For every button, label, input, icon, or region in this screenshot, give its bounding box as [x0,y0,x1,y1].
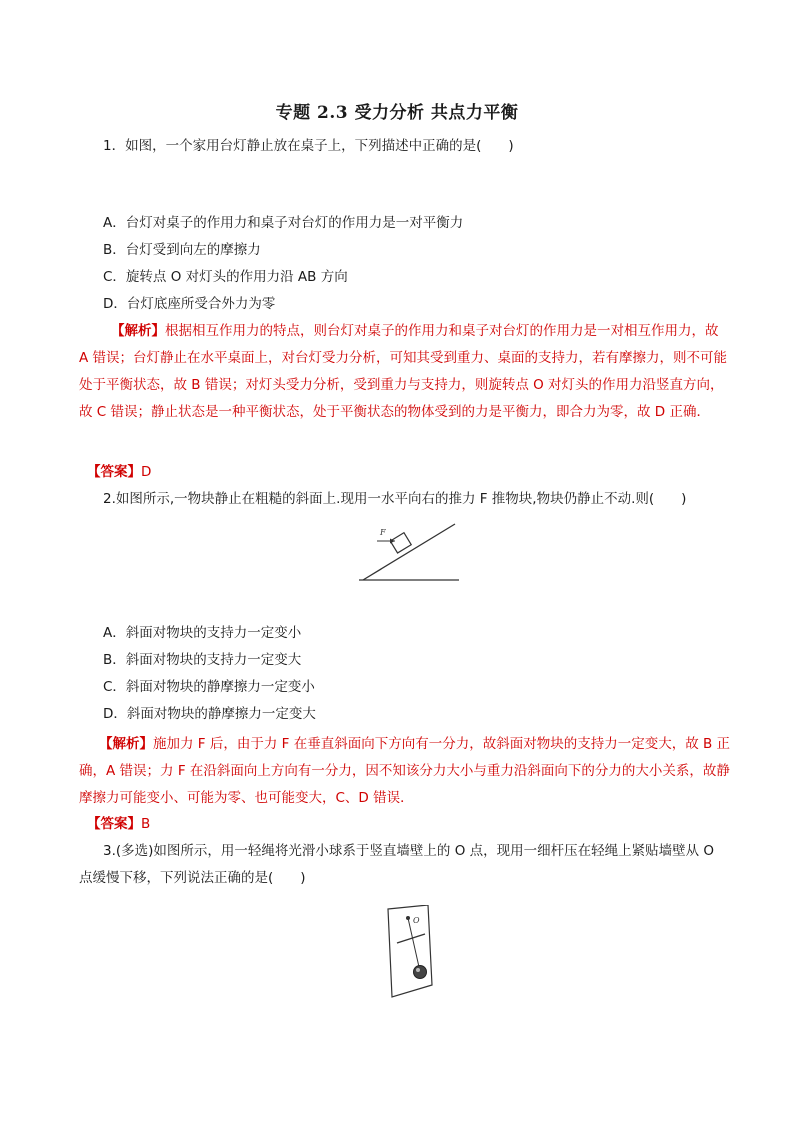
q1-stem: 1．如图，一个家用台灯静止放在桌子上，下列描述中正确的是( ) [103,138,514,154]
q2-answer [87,814,150,834]
q3-stem-line2: 点缓慢下移，下列说法正确的是( ) [79,870,306,886]
q1-answer [87,462,151,482]
q3-wall-figure [380,905,444,1001]
q1-answer-value: D [141,464,152,480]
q2-answer-tag: 【答案】 [87,816,141,832]
q1-answer-tag: 【答案】 [87,464,141,480]
q2-analysis-text: 施加力 F 后，由于力 F 在垂直斜面向下方向有一分力，故斜面对物块的支持力一定变大，故 B 正确，A 错误；力 F 在沿斜面向上方向有一分力，因不知该分力大小与重力沿斜面向下的分力的大小关系，故静摩擦力可能变小、可能为零、也可能变大，C、D 错误． [79,736,731,806]
q1-analysis [79,318,731,426]
q1-analysis-tag: 【解析】 [111,323,165,339]
q1-option-c: C．旋转点 O 对灯头的作用力沿 AB 方向 [103,269,348,285]
q3-figure-label-o: O [413,916,420,925]
q2-analysis [79,731,731,812]
q2-answer-value: B [141,816,151,832]
q2-option-d: D．斜面对物块的静摩擦力一定变大 [103,706,316,722]
q2-figure-label-f: F [380,528,386,537]
q2-stem: 2.如图所示,一物块静止在粗糙的斜面上.现用一水平向右的推力 F 推物块,物块仍静止不动.则( ) [103,491,687,507]
q2-option-a: A．斜面对物块的支持力一定变小 [103,625,302,641]
q1-option-a: A．台灯对桌子的作用力和桌子对台灯的作用力是一对平衡力 [103,215,464,231]
q1-option-d: D．台灯底座所受合外力为零 [103,296,276,312]
q1-analysis-text: 根据相互作用力的特点，则台灯对桌子的作用力和桌子对台灯的作用力是一对相互作用力，故 A 错误；台灯静止在水平桌面上，对台灯受力分析，可知其受到重力、桌面的支持力，若有摩擦力，则不可能处于平衡状态，故 B 错误；对灯头受力分析，受到重力与支持力，则旋转点 O 对灯头的作用力沿竖直方向，故 C 错误；静止状态是一种平衡状态，处于平衡状态的物体受到的力是平衡力，即合力为零，故 D 正确． [79,323,728,420]
q3-stem-line1: 3.(多选)如图所示，用一轻绳将光滑小球系于竖直墙壁上的 O 点，现用一细杆压在轻绳上紧贴墙壁从 O [103,843,715,859]
q2-analysis-tag: 【解析】 [99,736,153,752]
q2-option-c: C．斜面对物块的静摩擦力一定变小 [103,679,315,695]
page-title: 专题 2.3 受力分析 共点力平衡 [275,103,519,123]
q2-option-b: B．斜面对物块的支持力一定变大 [103,652,302,668]
q1-option-b: B．台灯受到向左的摩擦力 [103,242,261,258]
q2-incline-figure [355,520,465,584]
